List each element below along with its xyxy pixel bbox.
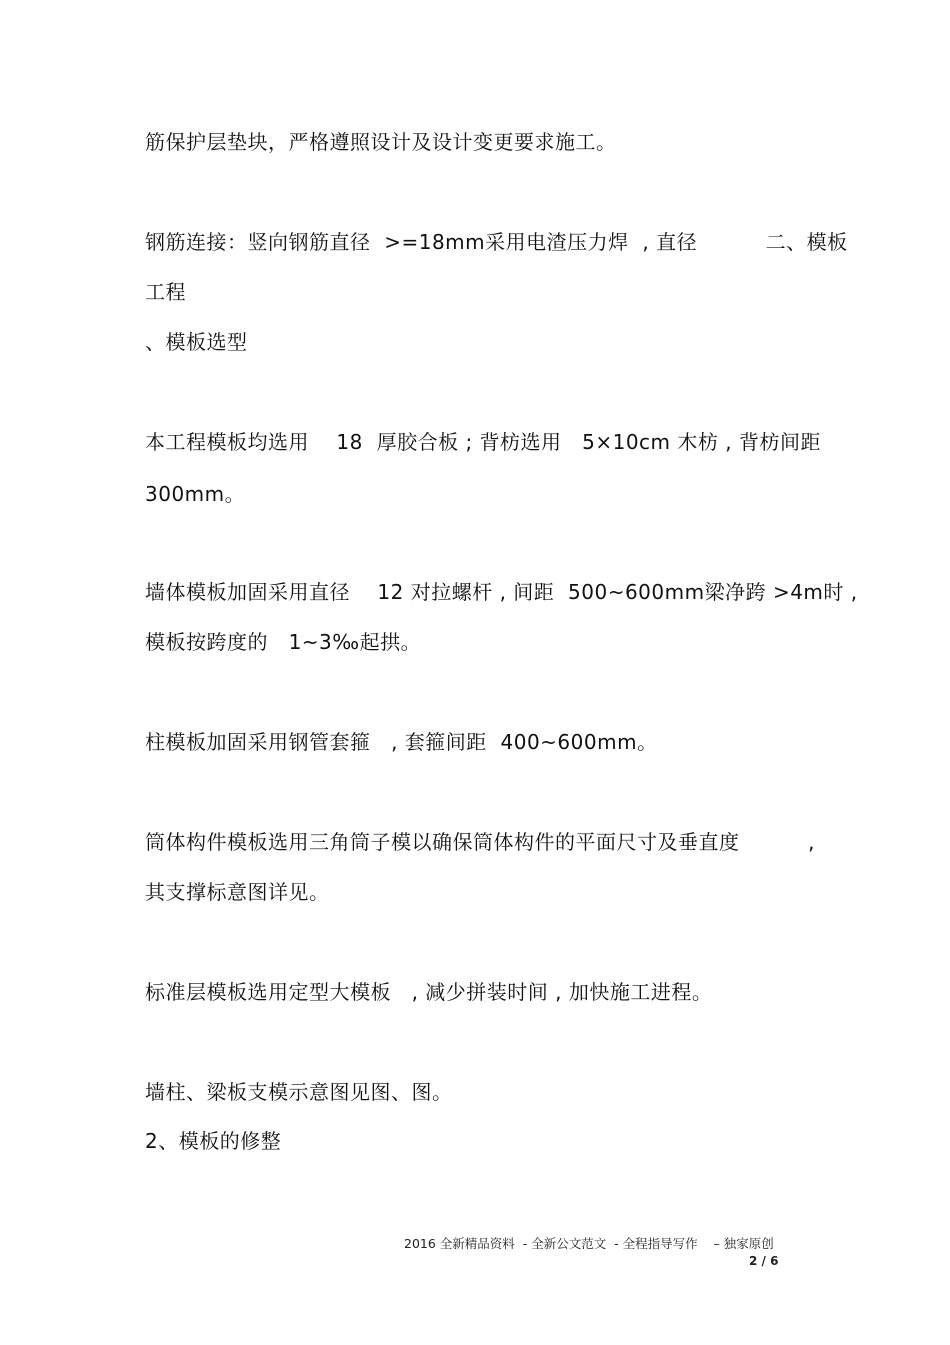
paragraph-line: 其支撑标意图详见。 (145, 880, 330, 904)
paragraph-line: 钢筋连接：竖向钢筋直径 >=18mm采用电渣压力焊 , 直径 二、模板 (145, 230, 848, 254)
paragraph-line: 墙柱、梁板支模示意图见图、图。 (145, 1080, 453, 1104)
paragraph-line: 300mm。 (145, 482, 246, 506)
paragraph-line: 墙体模板加固采用直径 12 对拉螺杆 , 间距 500~600mm梁净跨 >4m时 , (145, 580, 858, 604)
footer-text: 2016 全新精品资料 - 全新公文范文 - 全程指导写作 – 独家原创 (404, 1236, 774, 1251)
paragraph-line: 模板按跨度的 1~3‰起拱。 (145, 630, 422, 654)
paragraph-line: 本工程模板均选用 18 厚胶合板 ; 背枋选用 5×10cm 木枋 , 背枋间距 (145, 430, 821, 454)
paragraph-line: 筒体构件模板选用三角筒子模以确保筒体构件的平面尺寸及垂直度 , (145, 830, 815, 854)
paragraph-line: 柱模板加固采用钢管套箍 , 套箍间距 400~600mm。 (145, 730, 658, 754)
paragraph-line: 筋保护层垫块，严格遵照设计及设计变更要求施工。 (145, 130, 617, 154)
section-heading: 、模板选型 (145, 330, 248, 354)
paragraph-line: 工程 (145, 280, 186, 304)
page-number: 2 / 6 (749, 1254, 779, 1268)
paragraph-line: 标准层模板选用定型大模板 , 减少拼装时间 , 加快施工进程。 (145, 980, 713, 1004)
section-heading: 2、模板的修整 (145, 1129, 282, 1153)
